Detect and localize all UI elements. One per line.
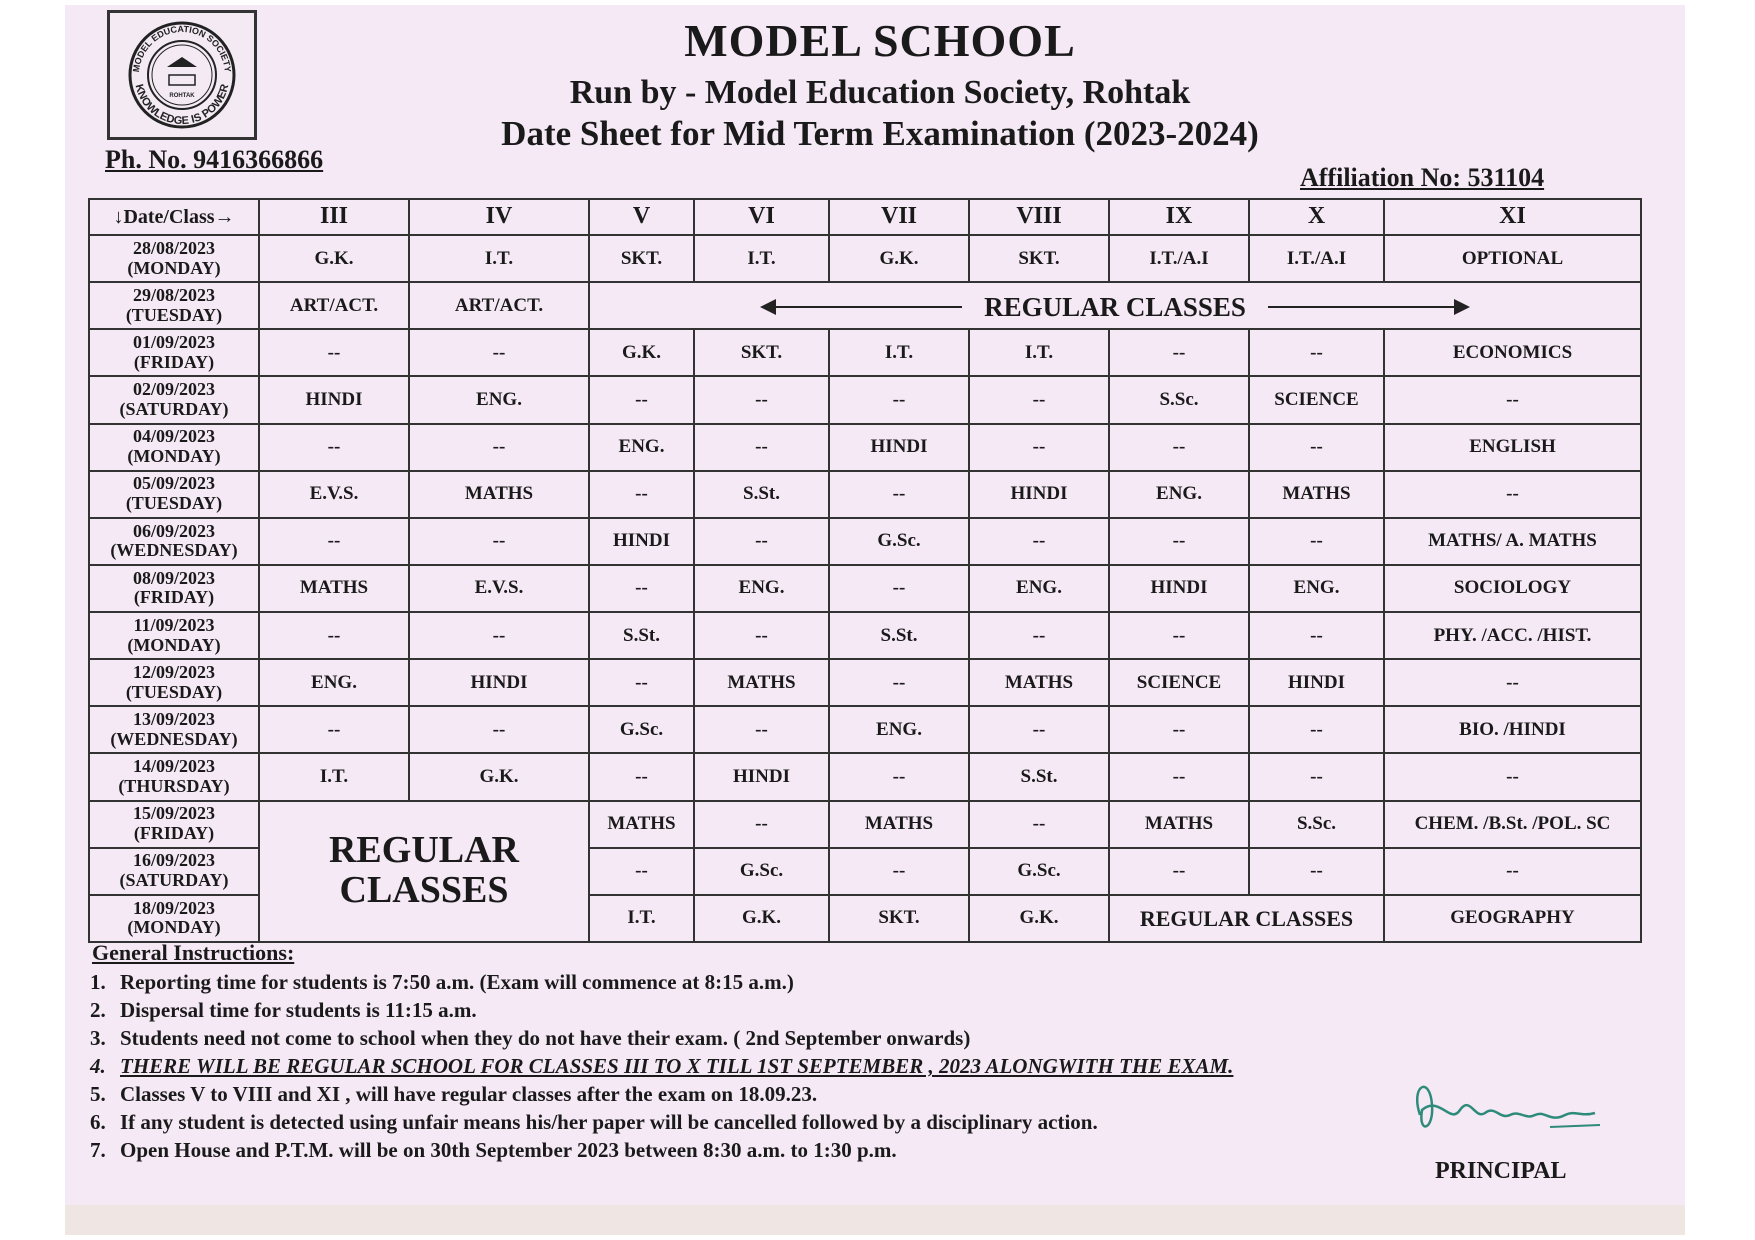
day-text: (FRIDAY) — [133, 823, 215, 844]
subject-cell: -- — [829, 753, 969, 800]
subject-cell: -- — [829, 471, 969, 518]
subject-cell: -- — [1109, 848, 1249, 895]
subject-cell: -- — [409, 706, 589, 753]
subject-cell: -- — [259, 518, 409, 565]
subject-cell: G.Sc. — [694, 848, 829, 895]
sheet-title: Date Sheet for Mid Term Examination (2023-2024) — [501, 114, 1259, 153]
subject-cell: I.T./A.I — [1109, 235, 1249, 282]
subject-cell: HINDI — [969, 471, 1109, 518]
table-row — [89, 565, 1641, 612]
item-number: 7. — [90, 1138, 106, 1162]
item-text: Students need not come to school when they do not have their exam. ( 2nd September onwards) — [120, 1026, 971, 1050]
regular-classes-block — [259, 801, 589, 943]
subject-cell: -- — [1109, 518, 1249, 565]
day-text: (MONDAY) — [127, 257, 221, 278]
day-text: (FRIDAY) — [133, 587, 215, 608]
day-text: (WEDNESDAY) — [110, 540, 238, 561]
item-text: THERE WILL BE REGULAR SCHOOL FOR CLASSES III TO X TILL 1ST SEPTEMBER , 2023 ALONGWITH THE EXAM. — [120, 1054, 1234, 1078]
date-cell — [89, 612, 259, 659]
day-text: (SATURDAY) — [119, 398, 229, 419]
list-item — [90, 1024, 1390, 1052]
subject-cell: -- — [589, 848, 694, 895]
date-text: 01/09/2023 — [132, 332, 215, 353]
list-item — [90, 996, 1390, 1024]
subject-cell: -- — [829, 565, 969, 612]
date-sheet-table — [88, 198, 1642, 943]
subject-cell: HINDI — [1249, 659, 1384, 706]
subject-cell: -- — [1109, 424, 1249, 471]
item-number: 3. — [90, 1026, 106, 1050]
subject-cell: -- — [1109, 706, 1249, 753]
subject-cell: PHY. /ACC. /HIST. — [1384, 612, 1641, 659]
class-header: XI — [1384, 199, 1641, 235]
subject-cell: -- — [259, 424, 409, 471]
date-text: 08/09/2023 — [132, 567, 215, 588]
item-number: 5. — [90, 1082, 106, 1106]
class-header: III — [259, 199, 409, 235]
subject-cell: S.St. — [694, 471, 829, 518]
date-cell — [89, 376, 259, 423]
subject-cell: -- — [1249, 518, 1384, 565]
class-header: VI — [694, 199, 829, 235]
list-item — [90, 968, 1390, 996]
class-header: V — [589, 199, 694, 235]
school-name: MODEL SCHOOL — [684, 15, 1076, 66]
subject-cell: ENG. — [409, 376, 589, 423]
subject-cell: -- — [1384, 753, 1641, 800]
subject-cell: -- — [589, 376, 694, 423]
list-item — [90, 1052, 1390, 1080]
subject-cell: MATHS — [1109, 801, 1249, 848]
class-header: IV — [409, 199, 589, 235]
subject-cell: ENG. — [1109, 471, 1249, 518]
table-row — [89, 706, 1641, 753]
date-cell — [89, 659, 259, 706]
subject-cell: ENG. — [259, 659, 409, 706]
subject-cell: S.St. — [589, 612, 694, 659]
table-row — [89, 329, 1641, 376]
date-cell — [89, 518, 259, 565]
arrow-right-icon — [1268, 306, 1468, 308]
table-row — [89, 376, 1641, 423]
regular-classes-line2: CLASSES — [339, 869, 509, 912]
subject-cell: -- — [1109, 329, 1249, 376]
subject-cell: -- — [1249, 848, 1384, 895]
subject-cell: -- — [694, 801, 829, 848]
subject-cell: HINDI — [589, 518, 694, 565]
date-text: 04/09/2023 — [132, 426, 215, 447]
subject-cell: MATHS — [969, 659, 1109, 706]
subject-cell: ECONOMICS — [1384, 329, 1641, 376]
subject-cell: -- — [694, 376, 829, 423]
date-cell — [89, 282, 259, 329]
affiliation-number: Affiliation No: 531104 — [1300, 163, 1545, 192]
instructions-list — [90, 968, 1390, 1164]
subject-cell: -- — [1384, 848, 1641, 895]
date-text: 16/09/2023 — [132, 850, 215, 871]
date-text: 18/09/2023 — [132, 897, 215, 918]
logo-ring-bottom: KNOWLEDGE IS POWER — [132, 82, 232, 128]
date-text: 11/09/2023 — [133, 614, 215, 635]
logo-ring-top: MODEL EDUCATION SOCIETY — [130, 23, 233, 73]
subject-cell: ART/ACT. — [259, 282, 409, 329]
subject-cell: -- — [969, 706, 1109, 753]
subject-cell: I.T. — [969, 329, 1109, 376]
table-row — [89, 235, 1641, 282]
subject-cell: SCIENCE — [1109, 659, 1249, 706]
item-text: Classes V to VIII and XI , will have regular classes after the exam on 18.09.23. — [120, 1082, 818, 1106]
date-text: 06/09/2023 — [132, 520, 215, 541]
table-row — [89, 801, 1641, 848]
date-text: 12/09/2023 — [132, 661, 215, 682]
date-text: 02/09/2023 — [132, 379, 215, 400]
subject-cell: -- — [1384, 471, 1641, 518]
table-header-row — [89, 199, 1641, 235]
subject-cell: -- — [259, 612, 409, 659]
regular-classes-banner — [589, 282, 1641, 329]
subject-cell: G.Sc. — [829, 518, 969, 565]
table-row — [89, 753, 1641, 800]
subject-cell: -- — [969, 518, 1109, 565]
subject-cell: G.K. — [694, 895, 829, 942]
class-header: VII — [829, 199, 969, 235]
subject-cell: ART/ACT. — [409, 282, 589, 329]
subject-cell: -- — [1249, 706, 1384, 753]
regular-classes-line1: REGULAR — [328, 829, 520, 872]
day-text: (TUESDAY) — [125, 304, 223, 325]
regular-classes-ix-x: REGULAR CLASSES — [1109, 895, 1384, 942]
subject-cell: HINDI — [1109, 565, 1249, 612]
arrow-left-icon — [762, 306, 962, 308]
subject-cell: MATHS — [589, 801, 694, 848]
date-text: 29/08/2023 — [132, 284, 215, 305]
date-cell — [89, 706, 259, 753]
subject-cell: HINDI — [259, 376, 409, 423]
subject-cell: -- — [589, 471, 694, 518]
subject-cell: -- — [694, 612, 829, 659]
subject-cell: -- — [969, 612, 1109, 659]
run-by: Run by - Model Education Society, Rohtak — [569, 74, 1191, 111]
item-text: Dispersal time for students is 11:15 a.m. — [120, 998, 477, 1022]
subject-cell: S.Sc. — [1109, 376, 1249, 423]
subject-cell: G.K. — [409, 753, 589, 800]
subject-cell: SKT. — [969, 235, 1109, 282]
date-text: 28/08/2023 — [132, 237, 215, 258]
subject-cell: CHEM. /B.St. /POL. SC — [1384, 801, 1641, 848]
subject-cell: -- — [1109, 753, 1249, 800]
date-cell — [89, 424, 259, 471]
subject-cell: G.Sc. — [969, 848, 1109, 895]
subject-cell: HINDI — [694, 753, 829, 800]
school-emblem-icon — [117, 15, 247, 135]
day-text: (MONDAY) — [127, 917, 221, 938]
subject-cell: G.K. — [589, 329, 694, 376]
day-text: (SATURDAY) — [119, 870, 229, 891]
subject-cell: G.K. — [259, 235, 409, 282]
day-text: (MONDAY) — [127, 634, 221, 655]
subject-cell: ENG. — [694, 565, 829, 612]
regular-classes-label: REGULAR CLASSES — [984, 291, 1246, 322]
subject-cell: ENG. — [829, 706, 969, 753]
subject-cell: -- — [829, 659, 969, 706]
date-cell — [89, 471, 259, 518]
subject-cell: -- — [829, 848, 969, 895]
item-number: 2. — [90, 998, 106, 1022]
phone-number: Ph. No. 9416366866 — [105, 145, 324, 174]
principal-label: PRINCIPAL — [1435, 1158, 1567, 1184]
table-row — [89, 471, 1641, 518]
subject-cell: MATHS — [409, 471, 589, 518]
item-number: 1. — [90, 970, 106, 994]
item-text: If any student is detected using unfair means his/her paper will be cancelled followed by a disciplinary action. — [120, 1110, 1098, 1134]
subject-cell: I.T. — [259, 753, 409, 800]
class-header: IX — [1109, 199, 1249, 235]
day-text: (MONDAY) — [127, 446, 221, 467]
school-logo — [107, 10, 257, 140]
list-item — [90, 1080, 1390, 1108]
date-cell — [89, 235, 259, 282]
date-text: 14/09/2023 — [132, 756, 215, 777]
subject-cell: OPTIONAL — [1384, 235, 1641, 282]
table-row — [89, 282, 1641, 329]
subject-cell: -- — [1109, 612, 1249, 659]
subject-cell: MATHS — [1249, 471, 1384, 518]
subject-cell: -- — [1249, 612, 1384, 659]
table-row — [89, 612, 1641, 659]
subject-cell: SKT. — [694, 329, 829, 376]
date-cell — [89, 565, 259, 612]
subject-cell: -- — [829, 376, 969, 423]
subject-cell: -- — [969, 801, 1109, 848]
subject-cell: E.V.S. — [259, 471, 409, 518]
day-text: (THURSDAY) — [118, 775, 230, 796]
table-row — [89, 518, 1641, 565]
subject-cell: -- — [589, 659, 694, 706]
subject-cell: G.K. — [829, 235, 969, 282]
day-text: (TUESDAY) — [125, 493, 223, 514]
subject-cell: I.T. — [694, 235, 829, 282]
instructions-heading: General Instructions: — [92, 940, 295, 965]
subject-cell: -- — [409, 518, 589, 565]
scan-edge — [65, 1205, 1685, 1235]
date-text: 13/09/2023 — [132, 709, 215, 730]
table-row — [89, 659, 1641, 706]
subject-cell: I.T./A.I — [1249, 235, 1384, 282]
date-cell — [89, 848, 259, 895]
subject-cell: -- — [694, 706, 829, 753]
subject-cell: -- — [589, 753, 694, 800]
subject-cell: -- — [1249, 753, 1384, 800]
day-text: (WEDNESDAY) — [110, 728, 238, 749]
subject-cell: -- — [409, 612, 589, 659]
subject-cell: MATHS — [259, 565, 409, 612]
subject-cell: S.St. — [829, 612, 969, 659]
subject-cell: HINDI — [409, 659, 589, 706]
subject-cell: -- — [1384, 659, 1641, 706]
subject-cell: GEOGRAPHY — [1384, 895, 1641, 942]
subject-cell: SCIENCE — [1249, 376, 1384, 423]
subject-cell: -- — [969, 424, 1109, 471]
list-item — [90, 1136, 1390, 1164]
subject-cell: -- — [259, 706, 409, 753]
subject-cell: SOCIOLOGY — [1384, 565, 1641, 612]
subject-cell: HINDI — [829, 424, 969, 471]
subject-cell: MATHS — [694, 659, 829, 706]
subject-cell: ENG. — [969, 565, 1109, 612]
date-cell — [89, 753, 259, 800]
date-text: 15/09/2023 — [132, 803, 215, 824]
date-cell — [89, 801, 259, 848]
subject-cell: G.Sc. — [589, 706, 694, 753]
subject-cell: ENG. — [589, 424, 694, 471]
date-cell — [89, 329, 259, 376]
subject-cell: SKT. — [829, 895, 969, 942]
day-text: (TUESDAY) — [125, 681, 223, 702]
class-header: VIII — [969, 199, 1109, 235]
class-header: X — [1249, 199, 1384, 235]
subject-cell: -- — [969, 376, 1109, 423]
subject-cell: I.T. — [409, 235, 589, 282]
subject-cell: -- — [589, 565, 694, 612]
table-row — [89, 424, 1641, 471]
date-text: 05/09/2023 — [132, 473, 215, 494]
item-text: Reporting time for students is 7:50 a.m. (Exam will commence at 8:15 a.m.) — [120, 970, 794, 994]
subject-cell: E.V.S. — [409, 565, 589, 612]
subject-cell: -- — [409, 329, 589, 376]
logo-center-text: ROHTAK — [169, 93, 195, 99]
subject-cell: ENGLISH — [1384, 424, 1641, 471]
subject-cell: S.St. — [969, 753, 1109, 800]
subject-cell: MATHS/ A. MATHS — [1384, 518, 1641, 565]
subject-cell: I.T. — [829, 329, 969, 376]
subject-cell: BIO. /HINDI — [1384, 706, 1641, 753]
item-number: 4. — [90, 1054, 106, 1078]
subject-cell: S.Sc. — [1249, 801, 1384, 848]
subject-cell: -- — [1384, 376, 1641, 423]
subject-cell: -- — [694, 424, 829, 471]
subject-cell: ENG. — [1249, 565, 1384, 612]
list-item — [90, 1108, 1390, 1136]
date-cell — [89, 895, 259, 942]
subject-cell: MATHS — [829, 801, 969, 848]
subject-cell: -- — [1249, 329, 1384, 376]
subject-cell: -- — [694, 518, 829, 565]
subject-cell: -- — [409, 424, 589, 471]
day-text: (FRIDAY) — [133, 351, 215, 372]
subject-cell: -- — [1249, 424, 1384, 471]
item-text: Open House and P.T.M. will be on 30th September 2023 between 8:30 a.m. to 1:30 p.m. — [120, 1138, 897, 1162]
principal-signature — [1400, 1065, 1620, 1145]
item-number: 6. — [90, 1110, 106, 1134]
date-class-header: ↓Date/Class→ — [89, 199, 259, 235]
subject-cell: -- — [259, 329, 409, 376]
subject-cell: I.T. — [589, 895, 694, 942]
subject-cell: G.K. — [969, 895, 1109, 942]
subject-cell: SKT. — [589, 235, 694, 282]
